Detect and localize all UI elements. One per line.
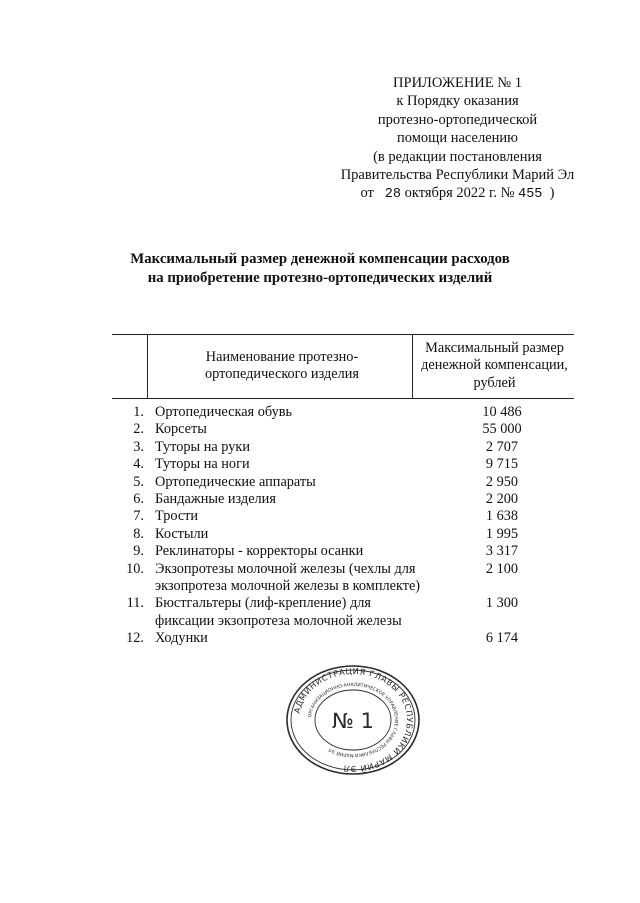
stamp-outer-text: АДМИНИСТРАЦИЯ ГЛАВЫ РЕСПУБЛИКИ МАРИЙ ЭЛ — [291, 665, 416, 775]
item-value: 3 317 — [485, 543, 519, 560]
item-name: Бандажные изделия — [155, 491, 276, 508]
item-name: Экзопротезы молочной железы (чехлы для экзопротеза молочной железы в комплекте) — [155, 560, 421, 595]
stamp-inner-text: ОРГАНИЗАЦИОННО-АНАЛИТИЧЕСКОЕ УПРАВЛЕНИЕ ГЛАВЫ РЕСПУБЛИКИ МАРИЙ ЭЛ — [308, 682, 399, 758]
table-row — [112, 561, 582, 596]
appendix-line: (в редакции постановления — [373, 148, 542, 165]
table-row — [112, 474, 582, 491]
appendix-line: помощи населению — [397, 130, 518, 147]
table-row — [112, 595, 582, 630]
title-line-2: на приобретение протезно-ортопедических изделий — [147, 270, 493, 286]
official-stamp — [285, 664, 421, 776]
row-number: 7. — [133, 508, 144, 525]
item-value: 1 638 — [485, 508, 519, 525]
table-row — [112, 404, 582, 421]
header-item-name: Наименование протезно-ортопедического изделия — [205, 348, 359, 382]
table-header-rule — [112, 398, 574, 399]
row-number: 11. — [126, 595, 144, 612]
row-number: 5. — [133, 473, 144, 490]
item-name: Туторы на руки — [155, 438, 250, 455]
row-number: 2. — [133, 421, 144, 438]
date-day: 28 — [384, 187, 401, 203]
item-value: 2 707 — [485, 438, 519, 455]
date-month-year: октября 2022 г. № — [404, 185, 515, 202]
table-body — [112, 404, 582, 648]
item-value: 6 174 — [485, 630, 519, 647]
date-prefix: от — [360, 185, 374, 202]
item-value: 9 715 — [485, 456, 519, 473]
item-name: Реклинаторы - корректоры осанки — [155, 543, 364, 560]
table-divider — [147, 334, 148, 398]
row-number: 3. — [133, 438, 144, 455]
stamp-number: № 1 — [332, 709, 374, 733]
table-row — [112, 630, 582, 647]
row-number: 8. — [133, 525, 144, 542]
table-row — [112, 508, 582, 525]
item-name: Туторы на ноги — [155, 456, 250, 473]
table-row — [112, 491, 582, 508]
appendix-header — [330, 74, 585, 205]
document-title — [100, 250, 540, 288]
row-number: 9. — [133, 543, 144, 560]
item-name: Ортопедические аппараты — [155, 473, 316, 490]
table-row — [112, 456, 582, 473]
row-number: 10. — [126, 560, 144, 577]
appendix-line: ПРИЛОЖЕНИЕ № 1 — [393, 75, 522, 91]
table-row — [112, 526, 582, 543]
item-value: 2 100 — [485, 560, 519, 577]
row-number: 1. — [133, 404, 144, 420]
title-line-1: Максимальный размер денежной компенсации расходов — [130, 251, 510, 267]
appendix-line: Правительства Республики Марий Эл — [340, 167, 575, 184]
table-row — [112, 439, 582, 456]
item-name: Бюстгальтеры (лиф-крепление) для фиксации экзопротеза молочной железы — [155, 595, 402, 629]
item-value: 2 950 — [485, 473, 519, 490]
item-value: 1 995 — [485, 525, 519, 542]
table-divider — [412, 334, 413, 398]
item-value: 1 300 — [485, 595, 519, 612]
appendix-line: к Порядку оказания — [396, 93, 519, 110]
row-number: 12. — [126, 630, 144, 647]
item-name: Корсеты — [155, 421, 207, 438]
resolution-date-line — [330, 184, 585, 204]
item-value: 10 486 — [482, 404, 522, 420]
date-suffix: ) — [549, 185, 555, 202]
row-number: 6. — [133, 491, 144, 508]
item-value: 2 200 — [485, 491, 519, 508]
header-compensation: Максимальный размер денежной компенсации, рублей — [421, 339, 568, 391]
row-number: 4. — [133, 456, 144, 473]
item-value: 55 000 — [482, 421, 522, 438]
item-name: Костыли — [155, 525, 209, 542]
resolution-number: 455 — [518, 187, 543, 203]
item-name: Ортопедическая обувь — [155, 404, 292, 420]
item-name: Ходунки — [155, 630, 208, 647]
table-row — [112, 543, 582, 560]
item-name: Трости — [155, 508, 199, 525]
appendix-line: протезно-ортопедической — [377, 111, 538, 128]
table-row — [112, 421, 582, 438]
